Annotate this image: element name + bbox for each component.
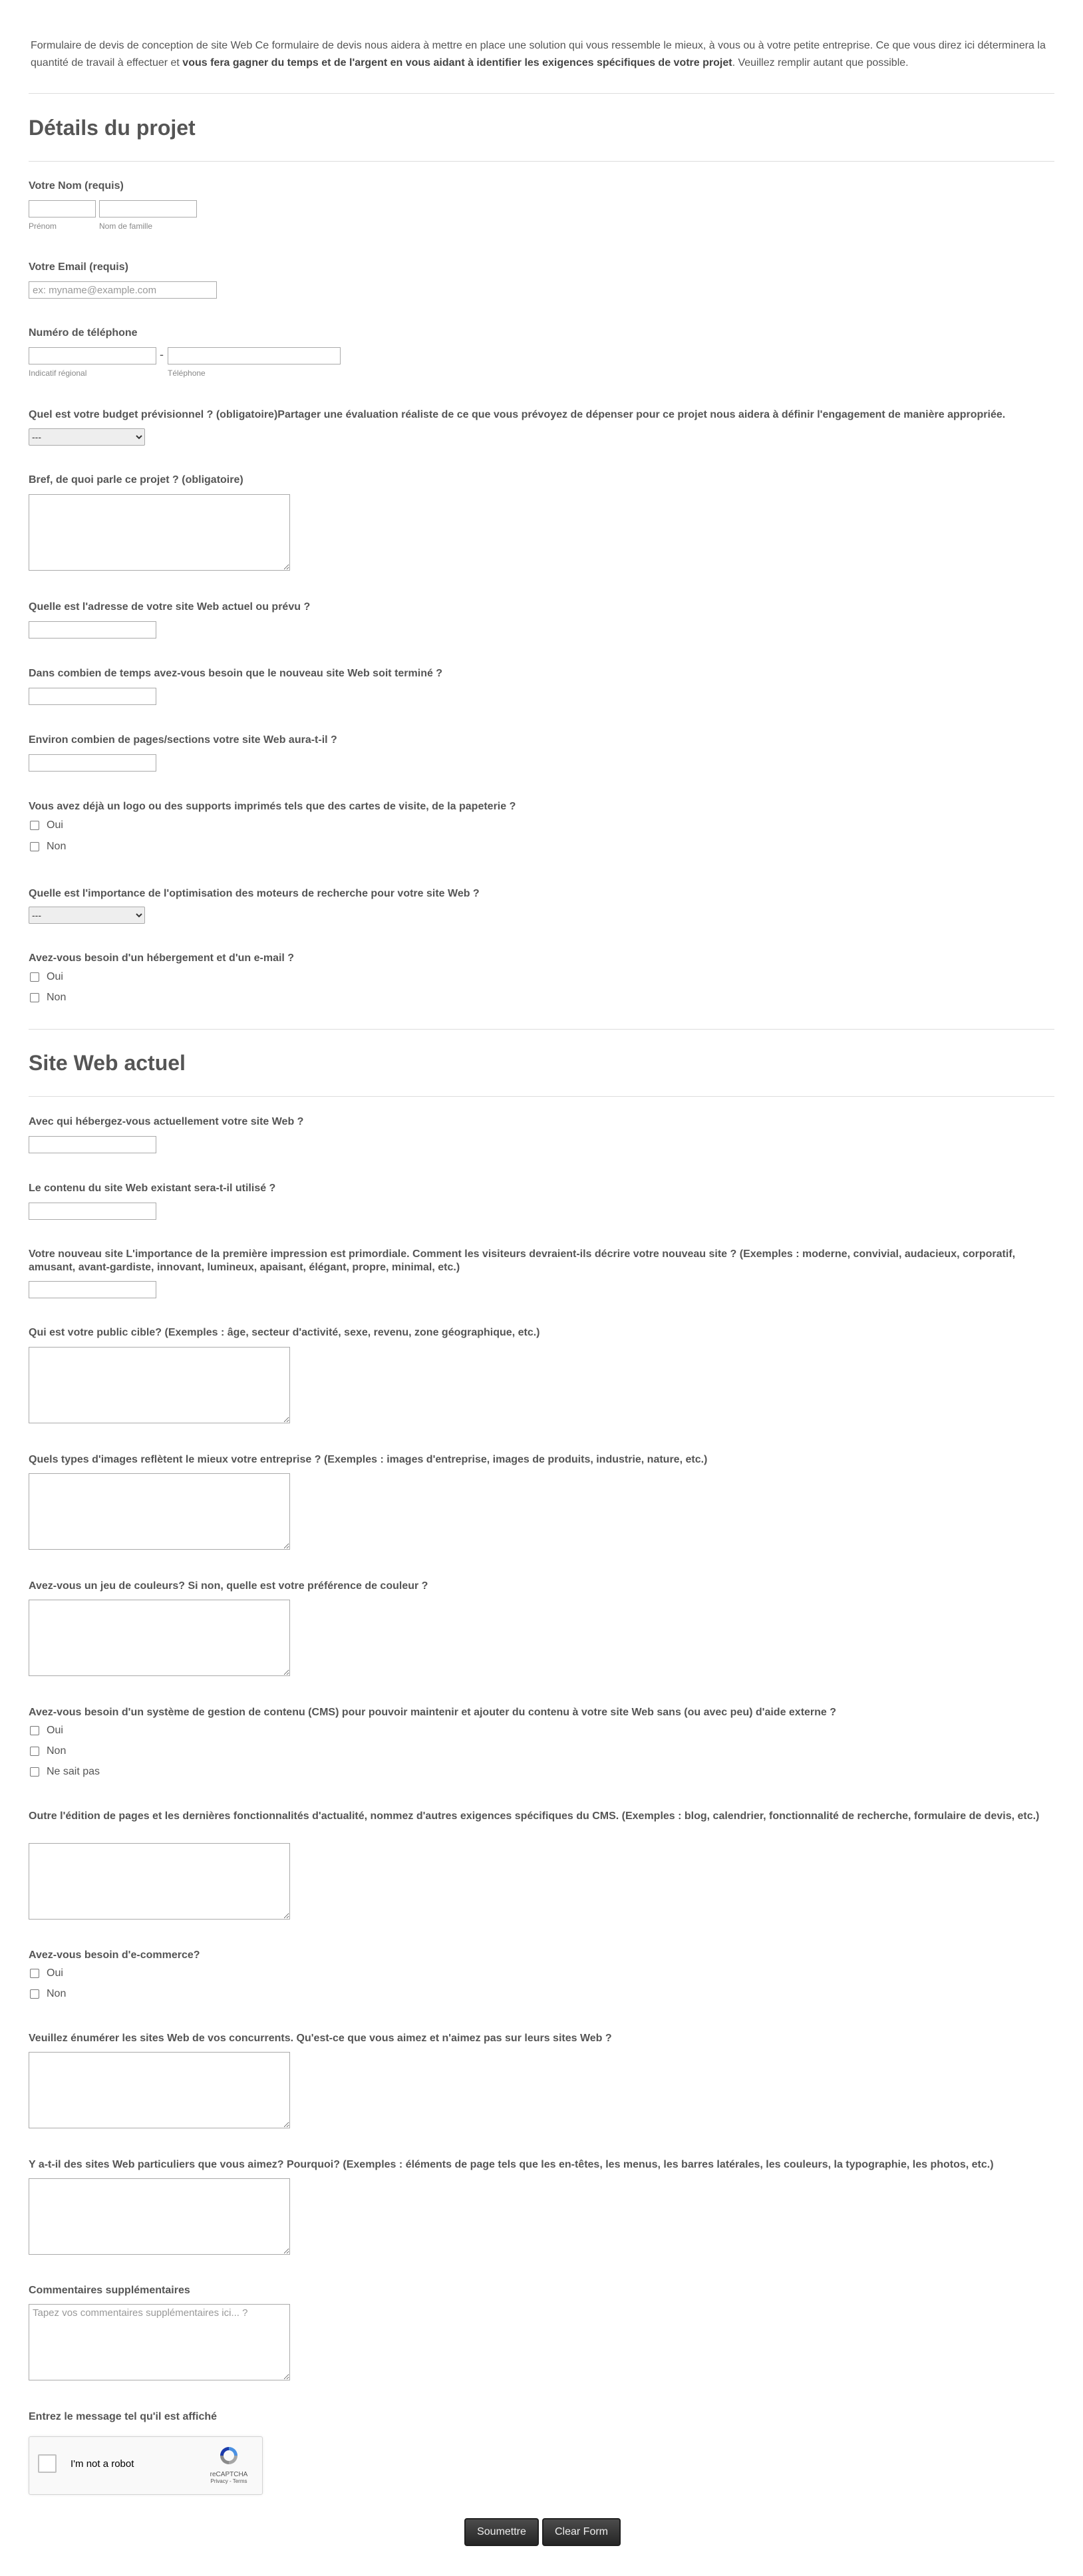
recaptcha-links[interactable]: Privacy - Terms xyxy=(210,2478,247,2484)
intro-text-bold: vous fera gagner du temps et de l'argent en vous aidant à identifier les exigences spécifiques de votre projet xyxy=(182,57,732,69)
competitors-textarea[interactable] xyxy=(29,2052,290,2128)
last-name-input[interactable] xyxy=(99,200,197,217)
intro-text-end: . Veuillez remplir autant que possible. xyxy=(732,57,909,69)
option-label: Non xyxy=(47,1745,67,1757)
budget-label: Quel est votre budget prévisionnel ? (obligatoire)Partager une évaluation réaliste de ce que vous prévoyez de dépenser pour ce projet nous aidera à définir l'engagement de manière appropriée. xyxy=(29,409,1006,420)
checkbox[interactable] xyxy=(30,993,39,1002)
submit-button[interactable]: Soumettre xyxy=(464,2518,539,2546)
checkbox[interactable] xyxy=(30,1747,39,1756)
site-address-input[interactable] xyxy=(29,621,156,639)
recaptcha-brand: reCAPTCHA xyxy=(210,2471,248,2478)
divider xyxy=(29,1029,1054,1030)
first-name-input[interactable] xyxy=(29,200,96,217)
cms-label: Avez-vous besoin d'un système de gestion de contenu (CMS) pour pouvoir maintenir et ajouter du contenu à votre site Web sans (ou avec peu) d'aide externe ? xyxy=(29,1707,837,1718)
option-label: Oui xyxy=(47,1967,63,1979)
cms-option-ne-sait-pas[interactable] xyxy=(30,1765,100,1779)
email-input[interactable] xyxy=(29,281,217,299)
checkbox[interactable] xyxy=(30,842,39,851)
first-name-sublabel: Prénom xyxy=(29,221,57,231)
option-label: Oui xyxy=(47,819,63,831)
divider xyxy=(29,93,1054,94)
first-impression-label: Votre nouveau site L'importance de la première impression est primordiale. Comment les visiteurs devraient-ils décrire votre nouveau site ? (Exemples : moderne, convivial, audacieux, corporatif, amusant, avant-gardiste, innovant, lumineux, apaisant, élégant, propre, minimal, etc.) xyxy=(29,1248,1016,1273)
divider xyxy=(29,1096,1054,1097)
brief-textarea[interactable] xyxy=(29,494,290,571)
option-label: Non xyxy=(47,992,67,1003)
recaptcha-logo-block xyxy=(209,2445,249,2484)
section-title-current-website: Site Web actuel xyxy=(29,1051,186,1075)
checkbox[interactable] xyxy=(30,821,39,830)
cms-requirements-textarea[interactable] xyxy=(29,1843,290,1920)
recaptcha-widget xyxy=(29,2436,263,2495)
option-label: Oui xyxy=(47,1725,63,1736)
logo-option-non[interactable] xyxy=(30,840,66,853)
phone-number-sublabel: Téléphone xyxy=(168,368,206,378)
checkbox[interactable] xyxy=(30,1767,39,1777)
checkbox[interactable] xyxy=(30,1989,39,1999)
checkbox[interactable] xyxy=(30,1726,39,1735)
phone-area-sublabel: Indicatif régional xyxy=(29,368,87,378)
last-name-sublabel: Nom de famille xyxy=(99,221,153,231)
brief-label: Bref, de quoi parle ce projet ? (obligatoire) xyxy=(29,474,243,486)
option-label: Oui xyxy=(47,971,63,982)
comments-label: Commentaires supplémentaires xyxy=(29,2285,190,2296)
hosting-option-oui[interactable] xyxy=(30,970,63,984)
comments-textarea[interactable] xyxy=(29,2304,290,2380)
pages-input[interactable] xyxy=(29,754,156,772)
option-label: Ne sait pas xyxy=(47,1766,100,1777)
ecommerce-option-oui[interactable] xyxy=(30,1967,63,1980)
hosting-label: Avez-vous besoin d'un hébergement et d'un e-mail ? xyxy=(29,952,295,964)
current-host-label: Avec qui hébergez-vous actuellement votre site Web ? xyxy=(29,1116,304,1127)
section-title-project-details: Détails du projet xyxy=(29,116,196,140)
audience-label: Qui est votre public cible? (Exemples : âge, secteur d'activité, sexe, revenu, zone géographique, etc.) xyxy=(29,1327,540,1338)
audience-textarea[interactable] xyxy=(29,1347,290,1423)
budget-select[interactable] xyxy=(29,428,145,446)
recaptcha-logo-icon xyxy=(218,2445,239,2466)
checkbox[interactable] xyxy=(30,1969,39,1978)
cms-requirements-label: Outre l'édition de pages et les dernières fonctionnalités d'actualité, nommez d'autres exigences spécifiques du CMS. (Exemples : blog, calendrier, fonctionnalité de recherche, formulaire de devis, etc.) xyxy=(29,1810,1040,1822)
divider xyxy=(29,161,1054,162)
intro-text: Formulaire de devis de conception de site Web Ce formulaire de devis nous aidera à mettre en place une solution qui vous ressemble le mieux, à vous ou à votre petite entreprise. Ce que vous direz ici déterminera la quantité de travail à effectuer et xyxy=(31,40,1046,69)
deadline-label: Dans combien de temps avez-vous besoin que le nouveau site Web soit terminé ? xyxy=(29,668,443,679)
colors-label: Avez-vous un jeu de couleurs? Si non, quelle est votre préférence de couleur ? xyxy=(29,1580,428,1592)
cms-option-oui[interactable] xyxy=(30,1724,63,1737)
phone-label: Numéro de téléphone xyxy=(29,327,138,339)
seo-label: Quelle est l'importance de l'optimisation des moteurs de recherche pour votre site Web ? xyxy=(29,888,480,899)
recaptcha-label: I'm not a robot xyxy=(71,2458,134,2470)
hosting-option-non[interactable] xyxy=(30,991,66,1004)
logo-label: Vous avez déjà un logo ou des supports imprimés tels que des cartes de visite, de la papeterie ? xyxy=(29,801,516,812)
cms-option-non[interactable] xyxy=(30,1745,66,1758)
colors-textarea[interactable] xyxy=(29,1600,290,1676)
current-host-input[interactable] xyxy=(29,1136,156,1153)
ecommerce-option-non[interactable] xyxy=(30,1987,66,2001)
competitors-label: Veuillez énumérer les sites Web de vos concurrents. Qu'est-ce que vous aimez et n'aimez pas sur leurs sites Web ? xyxy=(29,2033,612,2044)
liked-sites-label: Y a-t-il des sites Web particuliers que vous aimez? Pourquoi? (Exemples : éléments de page tels que les en-têtes, les menus, les barres latérales, les couleurs, la typographie, les photos, etc.) xyxy=(29,2159,994,2170)
reuse-content-input[interactable] xyxy=(29,1203,156,1220)
option-label: Non xyxy=(47,841,67,852)
images-textarea[interactable] xyxy=(29,1473,290,1550)
deadline-input[interactable] xyxy=(29,688,156,705)
phone-area-code-input[interactable] xyxy=(29,347,156,364)
first-impression-input[interactable] xyxy=(29,1281,156,1298)
reuse-content-label: Le contenu du site Web existant sera-t-il utilisé ? xyxy=(29,1183,276,1194)
clear-form-button[interactable]: Clear Form xyxy=(542,2518,621,2546)
recaptcha-checkbox[interactable] xyxy=(38,2454,57,2473)
site-address-label: Quelle est l'adresse de votre site Web actuel ou prévu ? xyxy=(29,601,311,613)
images-label: Quels types d'images reflètent le mieux votre entreprise ? (Exemples : images d'entreprise, images de produits, industrie, nature, etc.) xyxy=(29,1454,708,1465)
name-label: Votre Nom (requis) xyxy=(29,180,124,192)
liked-sites-textarea[interactable] xyxy=(29,2178,290,2255)
intro-paragraph xyxy=(31,37,1052,72)
logo-option-oui[interactable] xyxy=(30,819,63,832)
checkbox[interactable] xyxy=(30,972,39,982)
pages-label: Environ combien de pages/sections votre site Web aura-t-il ? xyxy=(29,734,337,746)
email-label: Votre Email (requis) xyxy=(29,261,128,273)
phone-number-input[interactable] xyxy=(168,347,341,364)
seo-select[interactable] xyxy=(29,907,145,924)
option-label: Non xyxy=(47,1988,67,1999)
ecommerce-label: Avez-vous besoin d'e-commerce? xyxy=(29,1949,200,1961)
captcha-label: Entrez le message tel qu'il est affiché xyxy=(29,2411,218,2422)
phone-separator: - xyxy=(160,348,164,361)
